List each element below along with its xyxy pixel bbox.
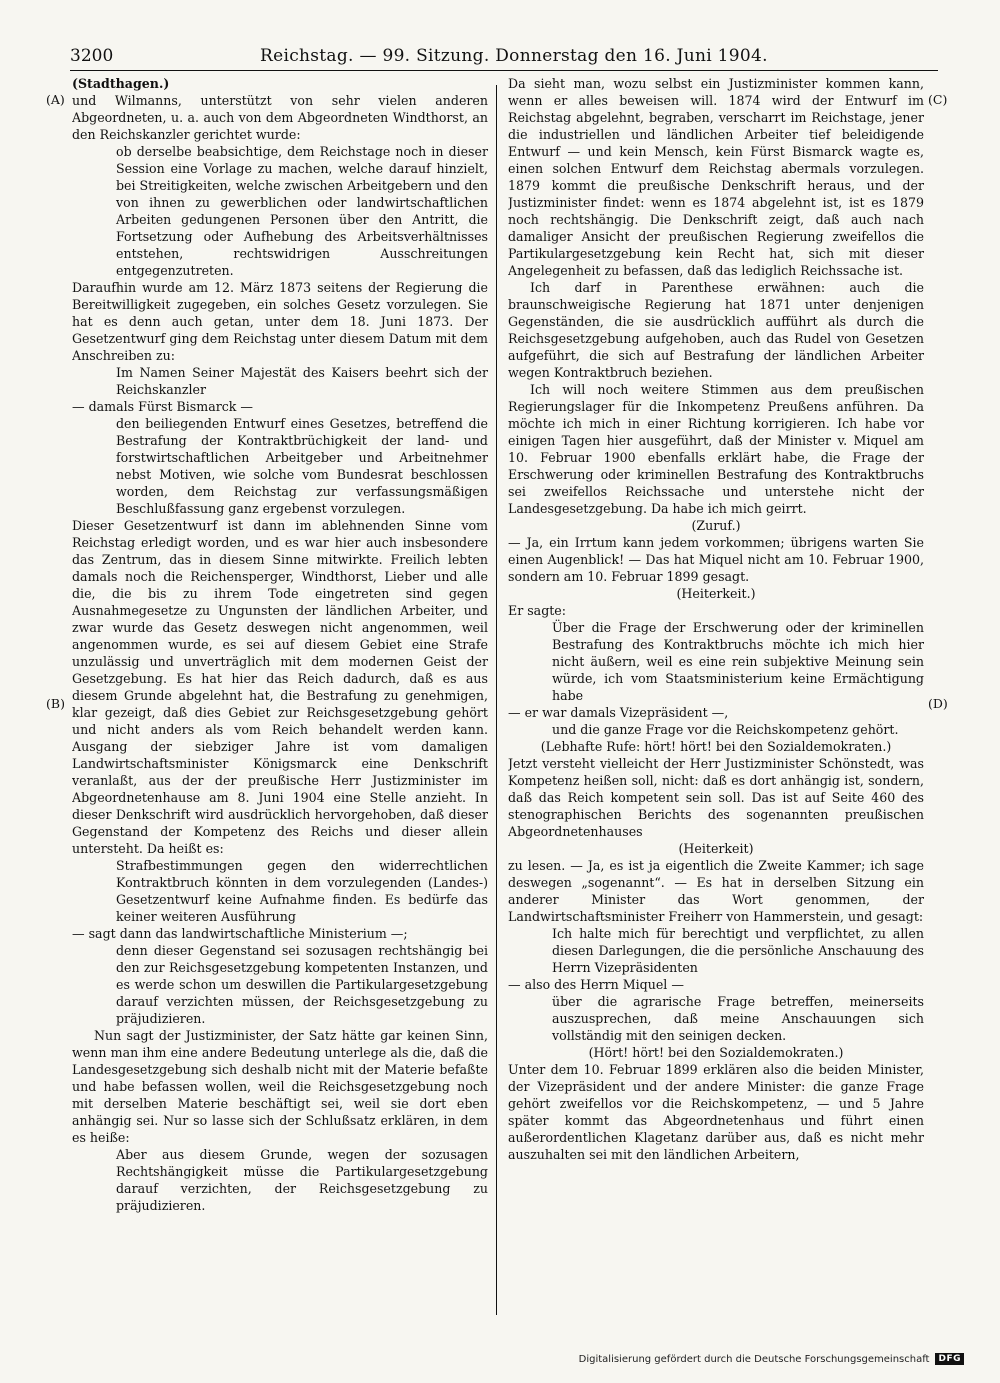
paragraph: Er sagte: (508, 603, 567, 618)
quotation: Ich halte mich für berechtigt und verpflichtet, zu allen diesen Darlegungen, die die persönliche Anschauung des Herrn Vizepräsidenten (552, 926, 924, 975)
paragraph: — Ja, ein Irrtum kann jedem vorkommen; übrigens warten Sie einen Augenblick! — Das hat Miquel nicht am 10. Februar 1900, sondern am 10. Februar 1899 gesagt. (508, 535, 924, 584)
stage-direction: (Zuruf.) (691, 518, 741, 533)
paragraph: Nun sagt der Justizminister, der Satz hätte gar keinen Sinn, wenn man ihm eine andere Bedeutung unterlege als die, daß die Landesgesetzgebung sich deshalb nicht mit der Materie befaßte und habe befassen wollen, weil die Reichsgesetzgebung noch mit derselben Materie beschäftigt sei, weil sie dort eben anhängig sei. Nur so lasse sich der Schlußsatz erklären, in dem es heiße: (72, 1028, 488, 1145)
interjection: — sagt dann das landwirtschaftliche Ministerium —; (72, 926, 408, 941)
paragraph: und Wilmanns, unterstützt von sehr vielen anderen Abgeordneten, u. a. auch von dem Abgeordneten Windthorst, an den Reichskanzler gerichtet wurde: (72, 93, 488, 142)
right-column (508, 75, 924, 1325)
paragraph: Ich darf in Parenthese erwähnen: auch die braunschweigische Regierung hat 1871 unter denjenigen Gegenständen, die sie ausdrücklich aufführt als durch die Reichsgesetzgebung aufgehoben, auch das Rudel von Gesetzen aufgeführt, die sich auf Bestrafung der ländlichen Arbeiter wegen Kontraktbruch beziehen. (508, 280, 924, 380)
stage-direction: (Lebhafte Rufe: hört! hört! bei den Sozialdemokraten.) (540, 739, 892, 754)
quotation: ob derselbe beabsichtige, dem Reichstage noch in dieser Session eine Vorlage zu machen, welche darauf hinzielt, bei Streitigkeiten, welche zwischen Arbeitgebern und den von ihnen zu gewerblichen oder landwirtschaftlichen Arbeiten gedungenen Personen über den Antritt, die Fortsetzung oder Aufhebung des Arbeitsverhältnisses entstehen, rechtswidrigen Ausschreitungen entgegenzutreten. (116, 144, 488, 278)
footer-text: Digitalisierung gefördert durch die Deutsche Forschungsgemeinschaft (578, 1353, 930, 1365)
margin-marker-c: (C) (928, 92, 948, 107)
stage-direction: (Hört! hört! bei den Sozialdemokraten.) (588, 1045, 844, 1060)
paragraph: Daraufhin wurde am 12. März 1873 seitens der Regierung die Bereitwilligkeit zugegeben, ein solches Gesetz vorzulegen. Sie hat es denn auch getan, unter dem 18. Juni 1873. Der Gesetzentwurf ging dem Reichstag unter diesem Datum mit dem Anschreiben zu: (72, 280, 488, 363)
margin-marker-a: (A) (46, 92, 65, 107)
stage-direction: (Heiterkeit) (678, 841, 754, 856)
quotation: und die ganze Frage vor die Reichskompetenz gehört. (552, 722, 899, 737)
margin-marker-b: (B) (46, 696, 65, 711)
paragraph: Ich will noch weitere Stimmen aus dem preußischen Regierungslager für die Inkompetenz Preußens anführen. Da möchte ich mich in einer Richtung korrigieren. Ich habe vor einigen Tagen hier ausgeführt, daß der Minister v. Miquel am 10. Februar 1900 ebenfalls erklärt habe, die Frage der Erschwerung oder kriminellen Bestrafung des Kontraktbruchs sei zweifellos Reichssache und unterstehe nicht der Landesgesetzgebung. Da habe ich mich geirrt. (508, 382, 924, 516)
paragraph: zu lesen. — Ja, es ist ja eigentlich die Zweite Kammer; ich sage deswegen „sogenannt“. — Es hat in derselben Sitzung ein anderer Minister das Wort genommen, der Landwirtschaftsminister Freiherr von Hammerstein, und gesagt: (508, 858, 924, 924)
quotation: Im Namen Seiner Majestät des Kaisers beehrt sich der Reichskanzler (116, 365, 488, 397)
page-header (70, 40, 938, 71)
page-title: Reichstag. — 99. Sitzung. Donnerstag den 16. Juni 1904. (260, 46, 768, 66)
speaker-label: (Stadthagen.) (72, 76, 170, 91)
footer-credit (579, 1353, 964, 1365)
left-column (72, 75, 488, 1325)
interjection: — also des Herrn Miquel — (508, 977, 684, 992)
paragraph: Jetzt versteht vielleicht der Herr Justizminister Schönstedt, was Kompetenz heißen soll, nicht: daß es dort anhängig ist, sondern, daß das Reich kompetent sein soll. Das ist auf Seite 460 des stenographischen Berichts des sogenannten preußischen Abgeordnetenhauses (508, 756, 924, 839)
interjection: — er war damals Vizepräsident —, (508, 705, 729, 720)
quotation: denn dieser Gegenstand sei sozusagen rechtshängig bei den zur Reichsgesetzgebung kompetenten Instanzen, und es werde schon um deswillen die Partikulargesetzgebung darauf verzichten müssen, der Reichsgesetzgebung zu präjudizieren. (116, 943, 488, 1026)
quotation: den beiliegenden Entwurf eines Gesetzes, betreffend die Bestrafung der Kontraktbrüchigkeit der land- und forstwirtschaftlichen Arbeitgeber und Arbeitnehmer nebst Motiven, wie solche vom Bundesrat beschlossen worden, dem Reichstag zur verfassungsmäßigen Beschlußfassung ganz ergebenst vorzulegen. (116, 416, 488, 516)
quotation: Strafbestimmungen gegen den widerrechtlichen Kontraktbruch könnten in dem vorzulegenden (Landes-) Gesetzentwurf keine Aufnahme finden. Es bedürfe das keiner weiteren Ausführung (116, 858, 488, 924)
page-number: 3200 (70, 46, 114, 66)
paragraph: Unter dem 10. Februar 1899 erklären also die beiden Minister, der Vizepräsident und der andere Minister: die ganze Frage gehört zweifellos vor die Reichskompetenz, — und 5 Jahre später kommt das Abgeordnetenhaus und führt einen außerordentlichen Klagetanz darüber aus, daß es nicht mehr auszuhalten sei mit den ländlichen Arbeitern, (508, 1062, 924, 1162)
column-divider (496, 85, 497, 1315)
interjection: — damals Fürst Bismarck — (72, 399, 254, 414)
stage-direction: (Heiterkeit.) (676, 586, 756, 601)
quotation: über die agrarische Frage betreffen, meinerseits auszusprechen, daß meine Anschauungen sich vollständig mit den seinigen decken. (552, 994, 924, 1043)
quotation: Über die Frage der Erschwerung oder der kriminellen Bestrafung des Kontraktbruchs möchte ich mich hier nicht äußern, weil es eine rein subjektive Meinung sein würde, ich vom Staatsministerium keine Ermächtigung habe (552, 620, 924, 703)
quotation: Aber aus diesem Grunde, wegen der sozusagen Rechtshängigkeit müsse die Partikulargesetzgebung darauf verzichten, der Reichsgesetzgebung zu präjudizieren. (116, 1147, 488, 1213)
margin-marker-d: (D) (928, 696, 948, 711)
paragraph: Da sieht man, wozu selbst ein Justizminister kommen kann, wenn er alles beweisen will. 1874 wird der Entwurf im Reichstag abgelehnt, begraben, verscharrt im Reichstage, jener die industriellen und ländlichen Arbeiter tief beleidigende Entwurf — und kein Mensch, kein Fürst Bismarck wagte es, einen solchen Entwurf dem Reichstag abermals vorzulegen. 1879 kommt die preußische Denkschrift heraus, und der Justizminister findet: wenn es 1874 abgelehnt ist, ist es 1879 noch rechtshängig. Die Denkschrift zeigt, daß auch nach damaliger Ansicht der preußischen Regierung zweifellos die Partikulargesetzgebung kein Recht hat, sich mit dieser Angelegenheit zu befassen, daß das lediglich Reichssache ist. (508, 76, 924, 278)
paragraph: Dieser Gesetzentwurf ist dann im ablehnenden Sinne vom Reichstag erledigt worden, und es war hier auch insbesondere das Zentrum, das in diesem Sinne mitwirkte. Freilich lebten damals noch die Reichensperger, Windthorst, Lieber und alle die, die bis zu ihrem Tode eingetreten sind gegen Ausnahmegesetze zu Ungunsten der ländlichen Arbeiter, und zwar wurde das Gesetz deswegen nicht angenommen, weil angenommen wurde, es sei auf diesem Gebiet eine Strafe unzulässig und unverträglich mit dem modernen Geist der Gesetzgebung. Es hat hier das Reich dadurch, daß es aus diesem Grunde abgelehnt hat, die Bestrafung zu genehmigen, klar gezeigt, daß dies Gebiet zur Reichsgesetzgebung gehört und nicht anders als vom Reich behandelt werden kann. Ausgang der siebziger Jahre ist vom damaligen Landwirtschaftsminister Königsmarck eine Denkschrift veranlaßt, aus der der preußische Herr Justizminister im Abgeordnetenhause am 8. Juni 1904 eine Stelle anzieht. In dieser Denkschrift wird ausdrücklich hervorgehoben, daß dieser Gegenstand der Kompetenz des Reichs und dieser allein untersteht. Da heißt es: (72, 518, 488, 856)
dfg-logo-icon: DFG (935, 1353, 964, 1365)
